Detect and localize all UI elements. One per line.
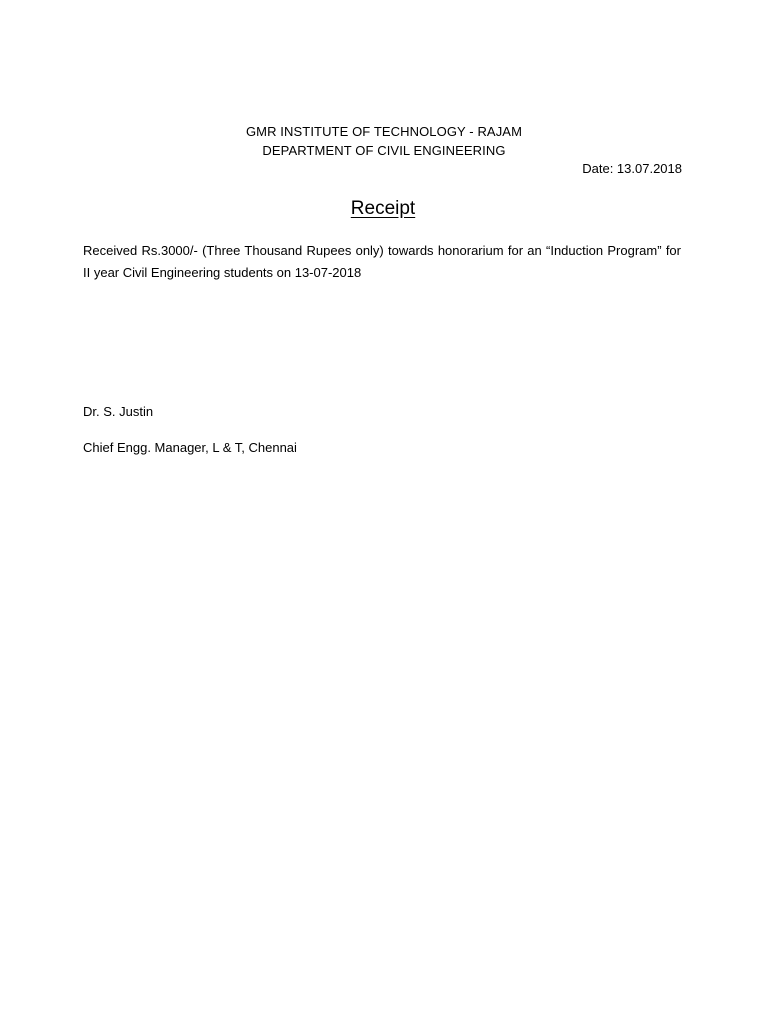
receipt-date: Date: 13.07.2018 [582, 161, 682, 176]
signatory-designation: Chief Engg. Manager, L & T, Chennai [83, 440, 297, 455]
institute-name: GMR INSTITUTE OF TECHNOLOGY - RAJAM [245, 124, 523, 139]
receipt-body: Received Rs.3000/- (Three Thousand Rupees only) towards honorarium for an “Induction Program” for II year Civil Engineering students on 13-07-2018 [83, 243, 681, 280]
receipt-title: Receipt [350, 198, 416, 219]
department-name: DEPARTMENT OF CIVIL ENGINEERING [262, 143, 506, 158]
signatory-name: Dr. S. Justin [83, 404, 154, 419]
